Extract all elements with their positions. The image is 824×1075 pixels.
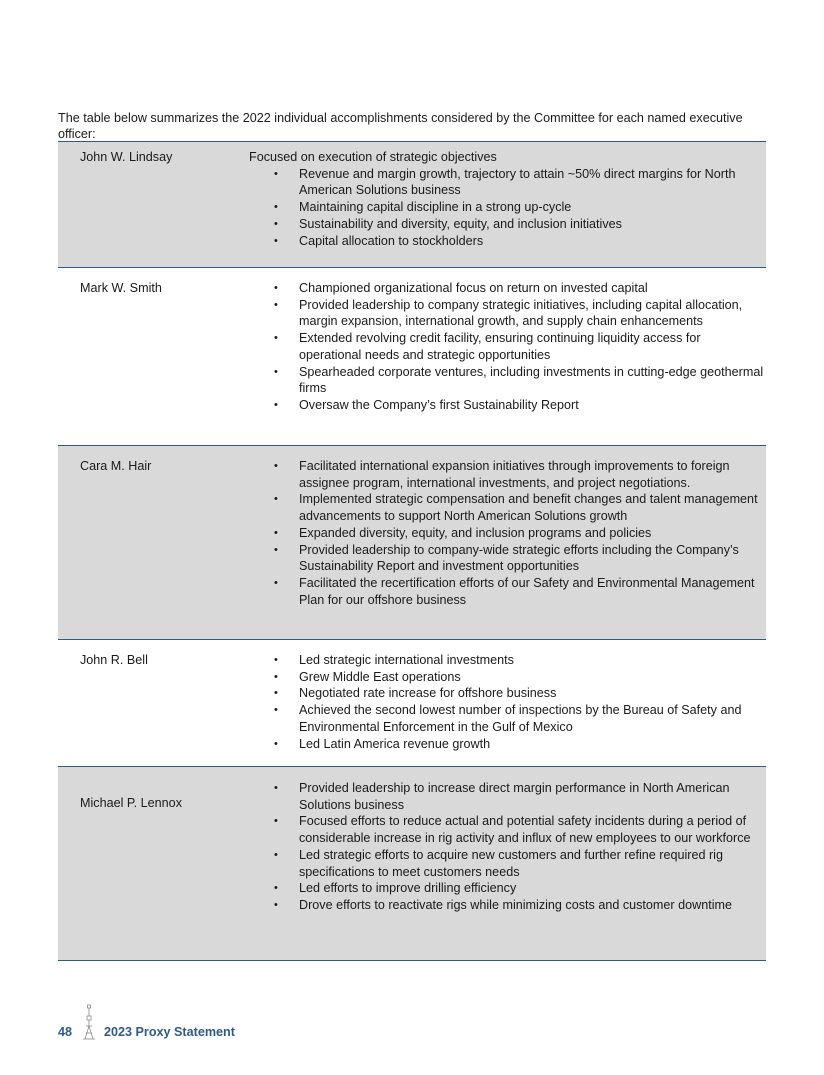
list-item — [249, 166, 764, 199]
accomplishments-table — [58, 141, 766, 961]
bullet-icon: • — [274, 234, 278, 247]
accomplishment-text: Provided leadership to company strategic initiatives, including capital allocation, margin expansion, international growth, and supply chain enhancements — [299, 297, 743, 329]
officer-name: John R. Bell — [80, 653, 148, 667]
accomplishment-text: Negotiated rate increase for offshore business — [299, 686, 557, 701]
list-item — [249, 847, 764, 880]
accomplishment-list — [249, 166, 764, 250]
list-item — [249, 813, 764, 846]
bullet-icon: • — [274, 543, 278, 556]
list-item — [249, 652, 764, 669]
bullet-icon: • — [274, 882, 278, 895]
list-item — [249, 280, 764, 297]
bullet-icon: • — [274, 848, 278, 861]
accomplishment-text: Sustainability and diversity, equity, and inclusion initiatives — [299, 216, 622, 231]
bullet-icon: • — [274, 898, 278, 911]
accomplishment-text: Expanded diversity, equity, and inclusion programs and policies — [299, 525, 652, 540]
list-item — [249, 199, 764, 216]
bullet-icon: • — [274, 365, 278, 378]
bullet-icon: • — [274, 398, 278, 411]
officer-row — [58, 640, 766, 767]
page-footer — [58, 1000, 235, 1040]
list-item — [249, 233, 764, 250]
accomplishment-text: Led efforts to improve drilling efficiency — [299, 881, 517, 896]
accomplishment-text: Led Latin America revenue growth — [299, 736, 491, 751]
accomplishment-lead: Focused on execution of strategic objectives — [249, 150, 497, 164]
bullet-icon: • — [274, 167, 278, 180]
accomplishment-text: Facilitated the recertification efforts of our Safety and Environmental Management Plan for our offshore business — [299, 575, 755, 607]
list-item — [249, 364, 764, 397]
bullet-icon: • — [274, 737, 278, 750]
list-item — [249, 491, 764, 524]
intro-paragraph: The table below summarizes the 2022 individual accomplishments considered by the Committee for each named executive officer: — [58, 110, 743, 141]
accomplishment-text: Facilitated international expansion initiatives through improvements to foreign assignee program, international investments, and project negotiations. — [299, 459, 730, 490]
officer-accomplishments — [249, 149, 764, 249]
officer-accomplishments — [249, 652, 764, 752]
list-item — [249, 669, 764, 686]
officer-name: Mark W. Smith — [80, 281, 162, 295]
bullet-icon: • — [274, 704, 278, 717]
accomplishment-text: Led strategic international investments — [299, 653, 514, 667]
accomplishment-list — [249, 280, 764, 414]
accomplishment-text: Capital allocation to stockholders — [299, 233, 484, 248]
bullet-icon: • — [274, 815, 278, 828]
officer-name: John W. Lindsay — [80, 150, 173, 164]
bullet-icon: • — [274, 201, 278, 214]
bullet-icon: • — [274, 493, 278, 506]
bullet-icon: • — [274, 576, 278, 589]
accomplishment-text: Championed organizational focus on return on invested capital — [299, 281, 648, 295]
bullet-icon: • — [274, 782, 278, 794]
accomplishment-text: Oversaw the Company’s first Sustainability Report — [299, 397, 579, 412]
officer-row — [58, 767, 766, 961]
officer-row — [58, 142, 766, 268]
accomplishment-text: Provided leadership to increase direct margin performance in North American Solutions business — [299, 781, 730, 812]
officer-accomplishments — [249, 780, 764, 914]
bullet-icon: • — [274, 217, 278, 230]
bullet-icon: • — [274, 460, 278, 472]
accomplishment-text: Spearheaded corporate ventures, including investments in cutting-edge geothermal firms — [299, 364, 764, 396]
page-number: 48 — [58, 1025, 73, 1039]
list-item — [249, 330, 764, 363]
list-item — [249, 297, 764, 330]
officer-name: Michael P. Lennox — [80, 796, 182, 810]
accomplishment-text: Implemented strategic compensation and benefit changes and talent management advancements to support North American Solutions growth — [299, 492, 758, 524]
list-item — [249, 736, 764, 753]
bullet-icon: • — [274, 526, 278, 539]
list-item — [249, 575, 764, 608]
accomplishment-list — [249, 458, 764, 608]
bullet-icon: • — [274, 687, 278, 700]
list-item — [249, 685, 764, 702]
document-title: 2023 Proxy Statement — [104, 1025, 235, 1039]
list-item — [249, 880, 764, 897]
accomplishment-list — [249, 652, 764, 752]
drilling-rig-icon — [82, 1004, 96, 1040]
accomplishment-text: Provided leadership to company-wide strategic efforts including the Company’s Sustainability Report and investment opportunities — [299, 542, 739, 574]
officer-row — [58, 446, 766, 640]
accomplishment-text: Led strategic efforts to acquire new customers and further refine required rig specifications to meet customers needs — [299, 847, 723, 879]
officer-name: Cara M. Hair — [80, 459, 152, 473]
accomplishment-text: Maintaining capital discipline in a strong up-cycle — [299, 200, 572, 215]
list-item — [249, 216, 764, 233]
officer-accomplishments — [249, 458, 764, 608]
bullet-icon: • — [274, 332, 278, 345]
bullet-icon: • — [274, 298, 278, 311]
list-item — [249, 397, 764, 414]
list-item — [249, 542, 764, 575]
bullet-icon: • — [274, 282, 278, 294]
accomplishment-text: Revenue and margin growth, trajectory to attain ~50% direct margins for North American Solutions business — [299, 166, 736, 198]
list-item — [249, 897, 764, 914]
list-item — [249, 702, 764, 735]
bullet-icon: • — [274, 670, 278, 683]
accomplishment-list — [249, 780, 764, 914]
accomplishment-text: Achieved the second lowest number of inspections by the Bureau of Safety and Environmental Enforcement in the Gulf of Mexico — [299, 703, 742, 734]
accomplishment-text: Drove efforts to reactivate rigs while minimizing costs and customer downtime — [299, 897, 733, 912]
accomplishment-text: Grew Middle East operations — [299, 669, 461, 684]
bullet-icon: • — [274, 654, 278, 666]
list-item — [249, 780, 764, 813]
officer-accomplishments — [249, 280, 764, 414]
list-item — [249, 525, 764, 542]
officer-row — [58, 268, 766, 446]
accomplishment-text: Focused efforts to reduce actual and potential safety incidents during a period of considerable increase in rig activity and influx of new employees to our workforce — [299, 814, 751, 846]
accomplishment-text: Extended revolving credit facility, ensuring continuing liquidity access for operational needs and strategic opportunities — [299, 331, 701, 362]
list-item — [249, 458, 764, 491]
